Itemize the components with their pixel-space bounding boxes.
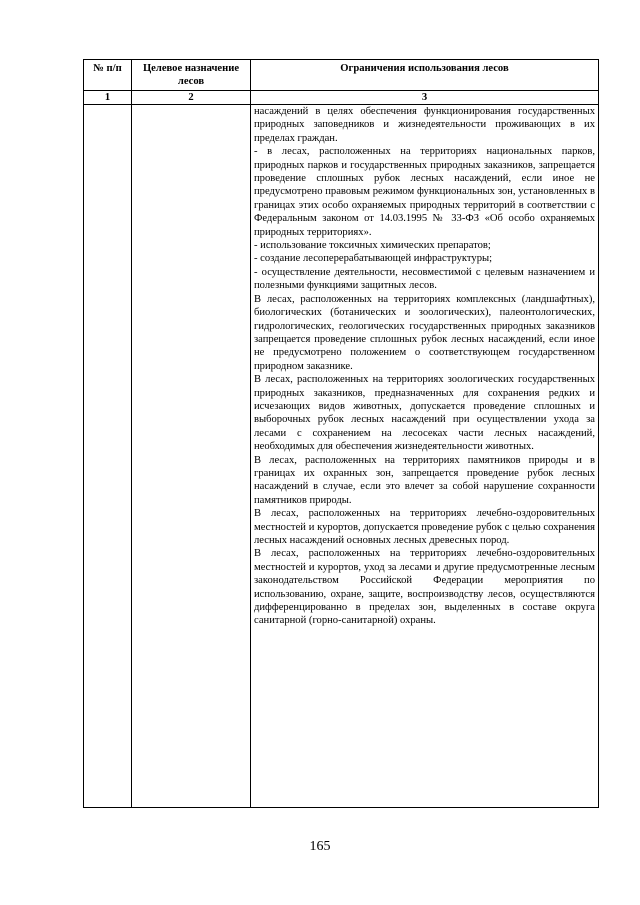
restriction-paragraph: - создание лесоперерабатывающей инфраструктуры; (254, 253, 493, 265)
restrictions-table (83, 59, 599, 808)
column-number-3: 3 (251, 91, 599, 105)
restriction-paragraph: В лесах, расположенных на территориях зоологических государственных природных заказников, предназначенных для сохранения редких и исчезающих видов животных, допускается проведение сплошных и выборочных рубок лесных насаждений при осуществлении ухода за лесами с сохранением на лесосеках части лесных насаждений, необходимых для обеспечения жизнедеятельности животных. (254, 374, 595, 453)
restriction-paragraph: В лесах, расположенных на территориях комплексных (ландшафтных), биологических (ботанических и зоологических), палеонтологических, гидрологических, геологических государственных природных заказников запрещается проведение сплошных рубок лесных насаждений, если иное не предусмотрено положением о соответствующем государственном природном заказнике. (254, 293, 595, 372)
header-purpose: Целевое назначение лесов (132, 60, 251, 91)
table-row (84, 105, 599, 808)
column-number-2: 2 (132, 91, 251, 105)
column-number-row (84, 91, 599, 105)
cell-number (84, 105, 132, 808)
page-number: 165 (309, 839, 331, 854)
cell-restrictions (251, 105, 599, 808)
table-header-row (84, 60, 599, 91)
restriction-paragraph: В лесах, расположенных на территориях лечебно-оздоровительных местностей и курортов, уход за лесами и другие предусмотренные лесным законодательством Российской Федерации мероприятия по использованию, охране, защите, воспроизводству лесов, осуществляются дифференцированно в пределах зон, выделенных в составе округа санитарной (горно-санитарной) охраны. (254, 548, 595, 627)
header-restrictions: Ограничения использования лесов (251, 60, 599, 91)
restriction-paragraph: В лесах, расположенных на территориях лечебно-оздоровительных местностей и курортов, допускается проведение рубок с целью сохранения лесных насаждений основных лесных древесных пород. (254, 508, 595, 546)
restriction-paragraph: - использование токсичных химических препаратов; (254, 240, 491, 252)
restriction-paragraph: В лесах, расположенных на территориях памятников природы и в границах их охранных зон, запрещается проведение рубок лесных насаждений в случае, если это влечет за собой нарушение сохранности памятников природы. (254, 454, 595, 506)
header-number: № п/п (84, 60, 132, 91)
restriction-paragraph: - в лесах, расположенных на территориях национальных парков, природных парков и государственных природных заказников, запрещается проведение сплошных рубок лесных насаждений, если иное не предусмотрено правовым режимом функциональных зон, установленных в границах этих особо охраняемых природных территорий в соответствии с Федеральным законом от 14.03.1995 № 33-ФЗ «Об особо охраняемых природных территориях». (254, 146, 595, 238)
column-number-1: 1 (84, 91, 132, 105)
restriction-paragraph: - осуществление деятельности, несовместимой с целевым назначением и полезными функциями защитных лесов. (254, 266, 595, 292)
restriction-paragraph: насаждений в целях обеспечения функционирования государственных природных заповедников и жизнедеятельности проживающих в их пределах граждан. (254, 106, 595, 144)
cell-purpose (132, 105, 251, 808)
